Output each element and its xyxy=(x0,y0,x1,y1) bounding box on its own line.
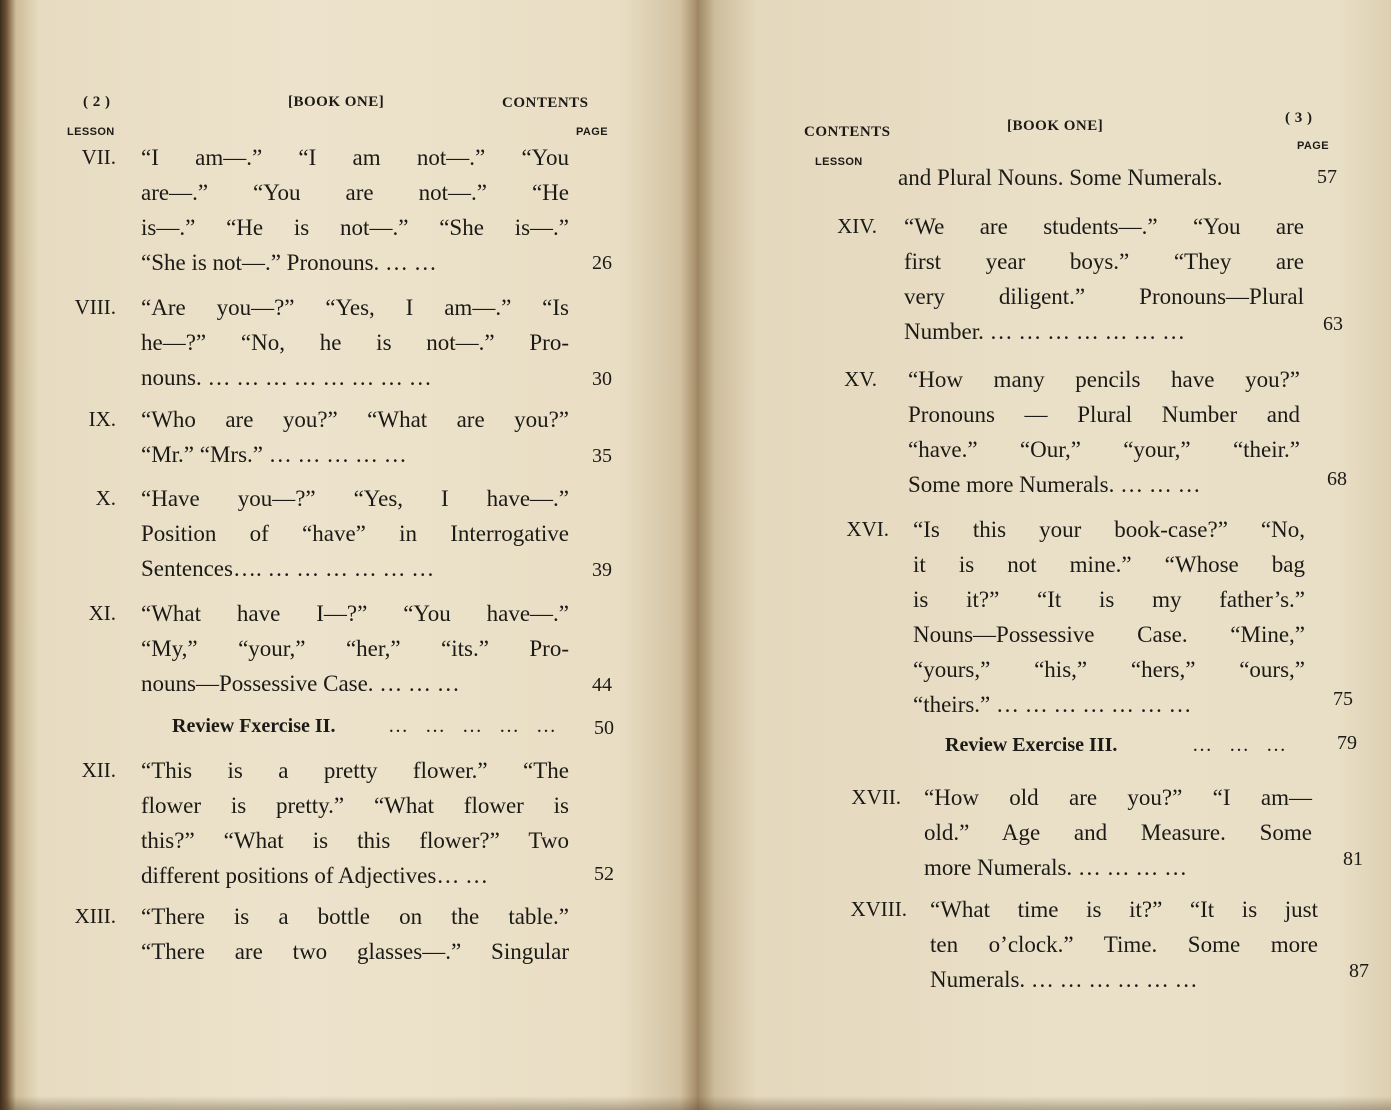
entry-line: “She is not—.” Pronouns. … … xyxy=(141,250,437,275)
lesson-number: XVII. xyxy=(851,785,901,809)
entry-line: Position of “have” in Interrogative xyxy=(141,521,569,546)
lesson-number: X. xyxy=(95,486,116,510)
review-exercise-label: Review Fxercise II. xyxy=(172,715,336,737)
entry-line: “Are you—?” “Yes, I am—.” “Is xyxy=(141,295,569,320)
entry-line: flower is pretty.” “What flower is xyxy=(141,793,569,818)
entry-line: “What time is it?” “It is just xyxy=(930,897,1318,922)
entry-line: “There is a bottle on the table.” xyxy=(141,904,569,929)
entry-line: “have.” “Our,” “your,” “their.” xyxy=(908,437,1300,462)
entry-line: “How many pencils have you?” xyxy=(908,367,1300,392)
review-exercise-dots: … … … … … xyxy=(388,715,562,737)
entry-page: 30 xyxy=(592,368,612,390)
book-title: [BOOK ONE] xyxy=(1007,118,1104,134)
entry-line: nouns—Possessive Case. … … … xyxy=(141,671,460,696)
entry-line: are—.” “You are not—.” “He xyxy=(141,180,569,205)
lesson-number: XV. xyxy=(844,367,877,391)
entry-line: “My,” “your,” “her,” “its.” Pro- xyxy=(141,636,569,661)
review-exercise-page: 50 xyxy=(594,717,614,739)
entry-page: 35 xyxy=(592,445,612,467)
entry-line: ten o’clock.” Time. Some more xyxy=(930,932,1318,957)
entry-line: first year boys.” “They are xyxy=(904,249,1304,274)
entry-page: 52 xyxy=(594,863,614,885)
lesson-number: XI. xyxy=(88,601,116,625)
review-exercise-dots: … … … xyxy=(1192,734,1292,756)
entry-page: 26 xyxy=(592,252,612,274)
entry-line: “How old are you?” “I am— xyxy=(924,785,1312,810)
entry-line: Numerals. … … … … … … xyxy=(930,967,1198,992)
lesson-number: XII. xyxy=(81,758,116,782)
page-edge-shadow xyxy=(697,1096,1391,1110)
page-number: ( 2 ) xyxy=(83,94,111,110)
lesson-number: XIII. xyxy=(74,904,116,928)
book-title: [BOOK ONE] xyxy=(288,94,385,110)
lesson-number: XVIII. xyxy=(850,897,907,921)
page-edge-shadow xyxy=(0,1096,697,1110)
lesson-number: XVI. xyxy=(846,517,889,541)
lesson-number: IX. xyxy=(88,407,116,431)
entry-page: 81 xyxy=(1343,848,1363,870)
entry-line: “Mr.” “Mrs.” … … … … … xyxy=(141,442,407,467)
page-label: PAGE xyxy=(576,126,608,138)
page-label: PAGE xyxy=(1297,140,1329,152)
entry-line: different positions of Adjectives… … xyxy=(141,863,489,888)
entry-line: “theirs.” … … … … … … … xyxy=(913,692,1192,717)
entry-line: Sentences…. … … … … … … xyxy=(141,556,435,581)
review-exercise-label: Review Exercise III. xyxy=(945,734,1118,756)
entry-line: more Numerals. … … … … xyxy=(924,855,1188,880)
entry-line: “What have I—?” “You have—.” xyxy=(141,601,569,626)
entry-line: “I am—.” “I am not—.” “You xyxy=(141,145,569,170)
entry-line: and Plural Nouns. Some Numerals. xyxy=(898,165,1223,190)
entry-page: 44 xyxy=(592,674,612,696)
page-number: ( 3 ) xyxy=(1285,110,1313,126)
entry-page: 39 xyxy=(592,559,612,581)
entry-line: Pronouns — Plural Number and xyxy=(908,402,1300,427)
entry-line: very diligent.” Pronouns—Plural xyxy=(904,284,1304,309)
entry-line: “This is a pretty flower.” “The xyxy=(141,758,569,783)
entry-line: “Have you—?” “Yes, I have—.” xyxy=(141,486,569,511)
section-title: CONTENTS xyxy=(804,124,891,140)
entry-line: Number. … … … … … … … xyxy=(904,319,1186,344)
entry-line: “There are two glasses—.” Singular xyxy=(141,939,569,964)
entry-page: 57 xyxy=(1317,166,1337,188)
entry-line: “Is this your book-case?” “No, xyxy=(913,517,1305,542)
entry-line: is it?” “It is my father’s.” xyxy=(913,587,1305,612)
lesson-number: VIII. xyxy=(74,295,116,319)
entry-line: Some more Numerals. … … … xyxy=(908,472,1201,497)
entry-page: 87 xyxy=(1349,960,1369,982)
entry-line: “yours,” “his,” “hers,” “ours,” xyxy=(913,657,1305,682)
review-exercise-page: 79 xyxy=(1337,732,1357,754)
entry-line: “Who are you?” “What are you?” xyxy=(141,407,569,432)
entry-line: he—?” “No, he is not—.” Pro- xyxy=(141,330,569,355)
lesson-label: LESSON xyxy=(815,156,863,168)
entry-page: 75 xyxy=(1333,688,1353,710)
entry-line: this?” “What is this flower?” Two xyxy=(141,828,569,853)
entry-line: it is not mine.” “Whose bag xyxy=(913,552,1305,577)
entry-line: old.” Age and Measure. Some xyxy=(924,820,1312,845)
entry-line: is—.” “He is not—.” “She is—.” xyxy=(141,215,569,240)
entry-line: “We are students—.” “You are xyxy=(904,214,1304,239)
entry-line: Nouns—Possessive Case. “Mine,” xyxy=(913,622,1305,647)
lesson-number: XIV. xyxy=(837,214,877,238)
entry-page: 63 xyxy=(1323,313,1343,335)
right-page xyxy=(697,0,1391,1110)
section-title: CONTENTS xyxy=(502,95,589,111)
lesson-number: VII. xyxy=(81,145,116,169)
entry-line: nouns. … … … … … … … … xyxy=(141,365,432,390)
entry-page: 68 xyxy=(1327,468,1347,490)
lesson-label: LESSON xyxy=(67,126,115,138)
